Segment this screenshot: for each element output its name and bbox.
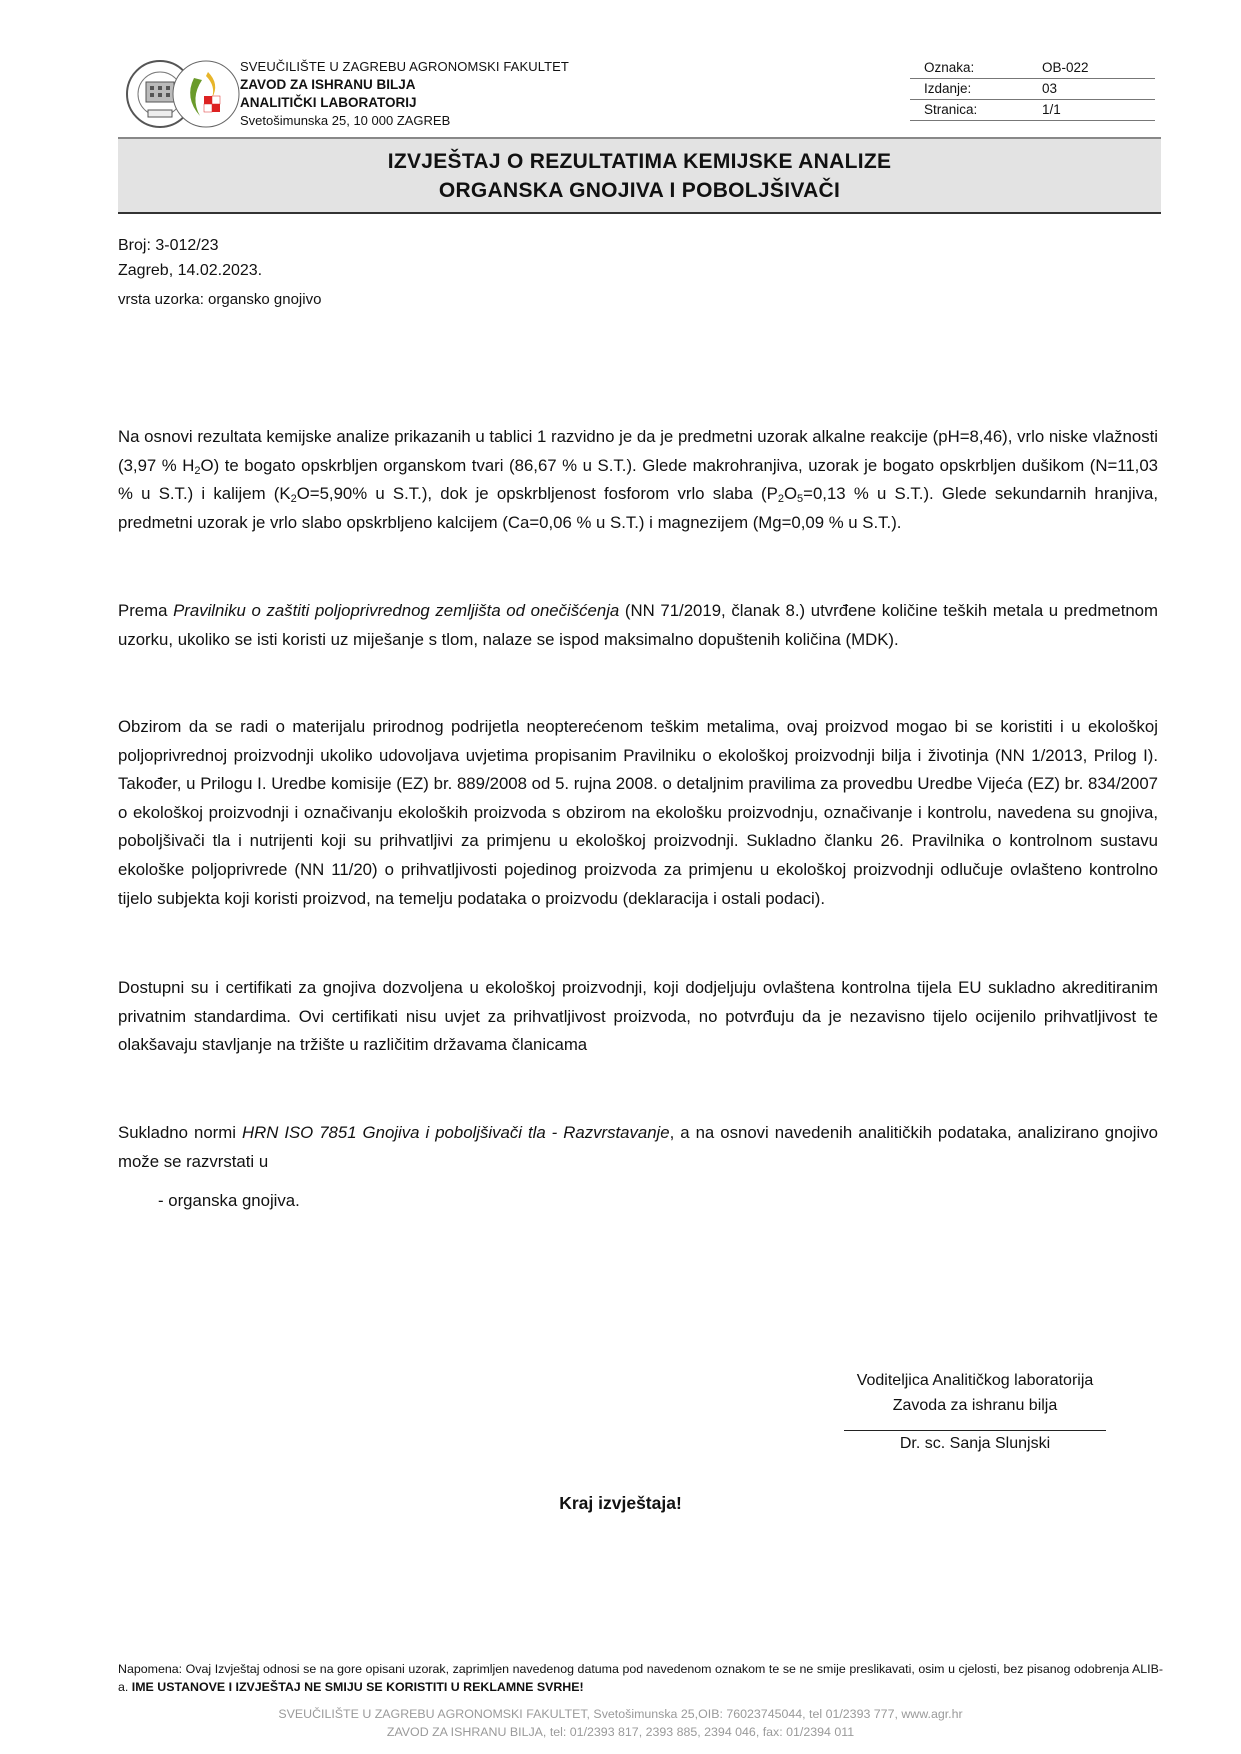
report-title: IZVJEŠTAJ O REZULTATIMA KEMIJSKE ANALIZE: [387, 149, 892, 173]
laboratory-name: ANALITIČKI LABORATORIJ: [240, 95, 417, 110]
document-place-date: Zagreb, 14.02.2023.: [118, 262, 263, 279]
footer-department-contact: ZAVOD ZA ISHRANU BILJA, tel: 01/2393 817, 2393 885, 2394 046, fax: 01/2394 011: [386, 1725, 855, 1739]
text-run: Na osnovi rezultata kemijske analize prikazanih u tablici 1 razvidno je da je predmetni uzorak alkalne reakcije (pH=8,46), vrlo niske vlažnosti (3,97 % H: [118, 427, 1158, 475]
meta-value: 1/1: [1042, 102, 1061, 117]
footer-faculty-contact: SVEUČILIŠTE U ZAGREBU AGRONOMSKI FAKULTET, Svetošimunska 25,OIB: 76023745044, tel 01/2393 777, www.agr.hr: [278, 1707, 963, 1721]
document-number: Broj: 3-012/23: [118, 237, 219, 254]
meta-key: Oznaka:: [924, 60, 975, 75]
meta-key: Izdanje:: [924, 81, 972, 96]
signatory-department: Zavoda za ishranu bilja: [892, 1397, 1058, 1414]
subscript: 2: [194, 464, 201, 477]
note-warning: IME USTANOVE I IZVJEŠTAJ NE SMIJU SE KORISTITI U REKLAMNE SVRHE!: [131, 1680, 584, 1694]
note-text: Napomena: Ovaj Izvještaj odnosi se na gore opisani uzorak, zaprimljen navedenog datuma pod navedenom oznakom te se ne smije preslikavati, osim u cjelosti, bez pisanog odobrenja ALIB-a.: [118, 1662, 1163, 1694]
subscript: 2: [290, 493, 297, 506]
institution-address: Svetošimunska 25, 10 000 ZAGREB: [240, 113, 451, 128]
analysis-summary-paragraph: [118, 423, 1158, 537]
department-name: ZAVOD ZA ISHRANU BILJA: [240, 77, 416, 92]
text-run: Sukladno normi: [118, 1123, 242, 1142]
meta-row-izdanje: [910, 79, 1155, 100]
end-of-report: Kraj izvještaja!: [559, 1493, 682, 1513]
text-run: (NN 71/2019, članak 8.) utvrđene količine teških metala u predmetnom uzorku, ukoliko se isti koristi uz miješanje s tlom, nalaze se ispod maksimalno dopuštenih količina (MDK).: [118, 601, 1158, 649]
meta-row-oznaka: [910, 58, 1155, 79]
text-run: O=5,90% u S.T.), dok je opskrbljenost fosforom vrlo slaba (P: [296, 484, 778, 504]
standard-title: HRN ISO 7851 Gnojiva i poboljšivači tla - Razvrstavanje: [241, 1123, 670, 1142]
document-reference: [118, 233, 262, 283]
text-run: , a na osnovi navedenih analitičkih podataka, analizirano gnojivo može se razvrstati u: [118, 1123, 1158, 1171]
subscript: 5: [797, 493, 804, 506]
document-meta-table: [910, 58, 1155, 121]
report-title-band: [118, 137, 1161, 214]
logo-graphic: [124, 58, 242, 130]
signatory-role: Voditeljica Analitičkog laboratorija: [856, 1372, 1094, 1389]
institution-logo: [124, 58, 242, 130]
faculty-seal-icon: [173, 61, 239, 127]
text-run: O: [783, 484, 798, 504]
meta-value: 03: [1042, 81, 1058, 96]
report-subtitle: ORGANSKA GNOJIVA I POBOLJŠIVAČI: [438, 178, 841, 202]
heavy-metals-paragraph: [118, 597, 1158, 654]
meta-row-stranica: [910, 100, 1155, 121]
classification-bullet: - organska gnojiva.: [158, 1191, 300, 1210]
meta-value: OB-022: [1042, 60, 1089, 75]
text-run: =0,13 % u S.T.). Glede sekundarnih hranjiva, predmetni uzorak je vrlo slabo opskrbljeno kalcijem (Ca=0,06 % u S.T.) i magnezijem (Mg=0,09 % u S.T.).: [118, 484, 1158, 532]
classification-paragraph: [118, 1119, 1158, 1176]
institution-name: SVEUČILIŠTE U ZAGREBU AGRONOMSKI FAKULTET: [240, 59, 569, 74]
signature-block: [820, 1368, 1130, 1456]
meta-key: Stranica:: [924, 102, 978, 117]
regulation-title: Pravilniku o zaštiti poljoprivrednog zemljišta od onečišćenja: [173, 601, 620, 620]
subscript: 2: [777, 493, 784, 506]
institution-block: [240, 58, 569, 130]
sample-type: vrsta uzorka: organsko gnojivo: [118, 291, 322, 308]
organic-production-paragraph: Obzirom da se radi o materijalu prirodnog podrijetla neopterećenom teškim metalima, ovaj proizvod mogao bi se koristiti i u ekološkoj poljoprivrednoj proizvodnji ukoliko udovoljava uvjetima propisanim Pravilniku o ekološkoj proizvodnji bilja i životinja (NN 1/2013, Prilog I). Također, u Prilogu I. Uredbe komisije (EZ) br. 889/2008 od 5. rujna 2008. o detaljnim pravilima za provedbu Uredbe Vijeća (EZ) br. 834/2007 o ekološkoj proizvodnji i označivanju ekoloških proizvoda s obzirom na ekološku proizvodnju, označivanje i kontrolu, navedena su gnojiva, poboljšivači tla i nutrijenti koji su prihvatljivi za primjenu u ekološkoj proizvodnji. Sukladno članku 26. Pravilnika o kontrolnom sustavu ekološke poljoprivrede (NN 11/20) o prihvatljivosti pojedinog proizvoda za primjenu u ekološkoj proizvodnji odlučuje ovlašteno kontrolno tijelo subjekta koji koristi proizvod, na temelju podataka o proizvodu (deklaracija i ostali podaci).: [118, 717, 1158, 908]
text-run: O) te bogato opskrbljen organskom tvari (86,67 % u S.T.). Glede makrohranjiva, uzorak je bogato opskrbljen dušikom (N=11,03 % u S.T.) i kalijem (K: [118, 455, 1158, 504]
signatory-name: Dr. sc. Sanja Slunjski: [899, 1435, 1051, 1452]
footer-contact: [0, 1705, 1241, 1741]
text-run: Prema: [118, 601, 174, 620]
footer-note: [118, 1660, 1163, 1696]
certificates-paragraph: Dostupni su i certifikati za gnojiva dozvoljena u ekološkoj proizvodnji, koji dodjeljuju ovlaštena kontrolna tijela EU sukladno akreditiranim privatnim standardima. Ovi certifikati nisu uvjet za prihvatljivost proizvoda, no potvrđuju da je nezavisno tijelo ocijenilo prihvatljivost te olakšavaju stavljanje na tržište u različitim državama članicama: [118, 978, 1158, 1055]
